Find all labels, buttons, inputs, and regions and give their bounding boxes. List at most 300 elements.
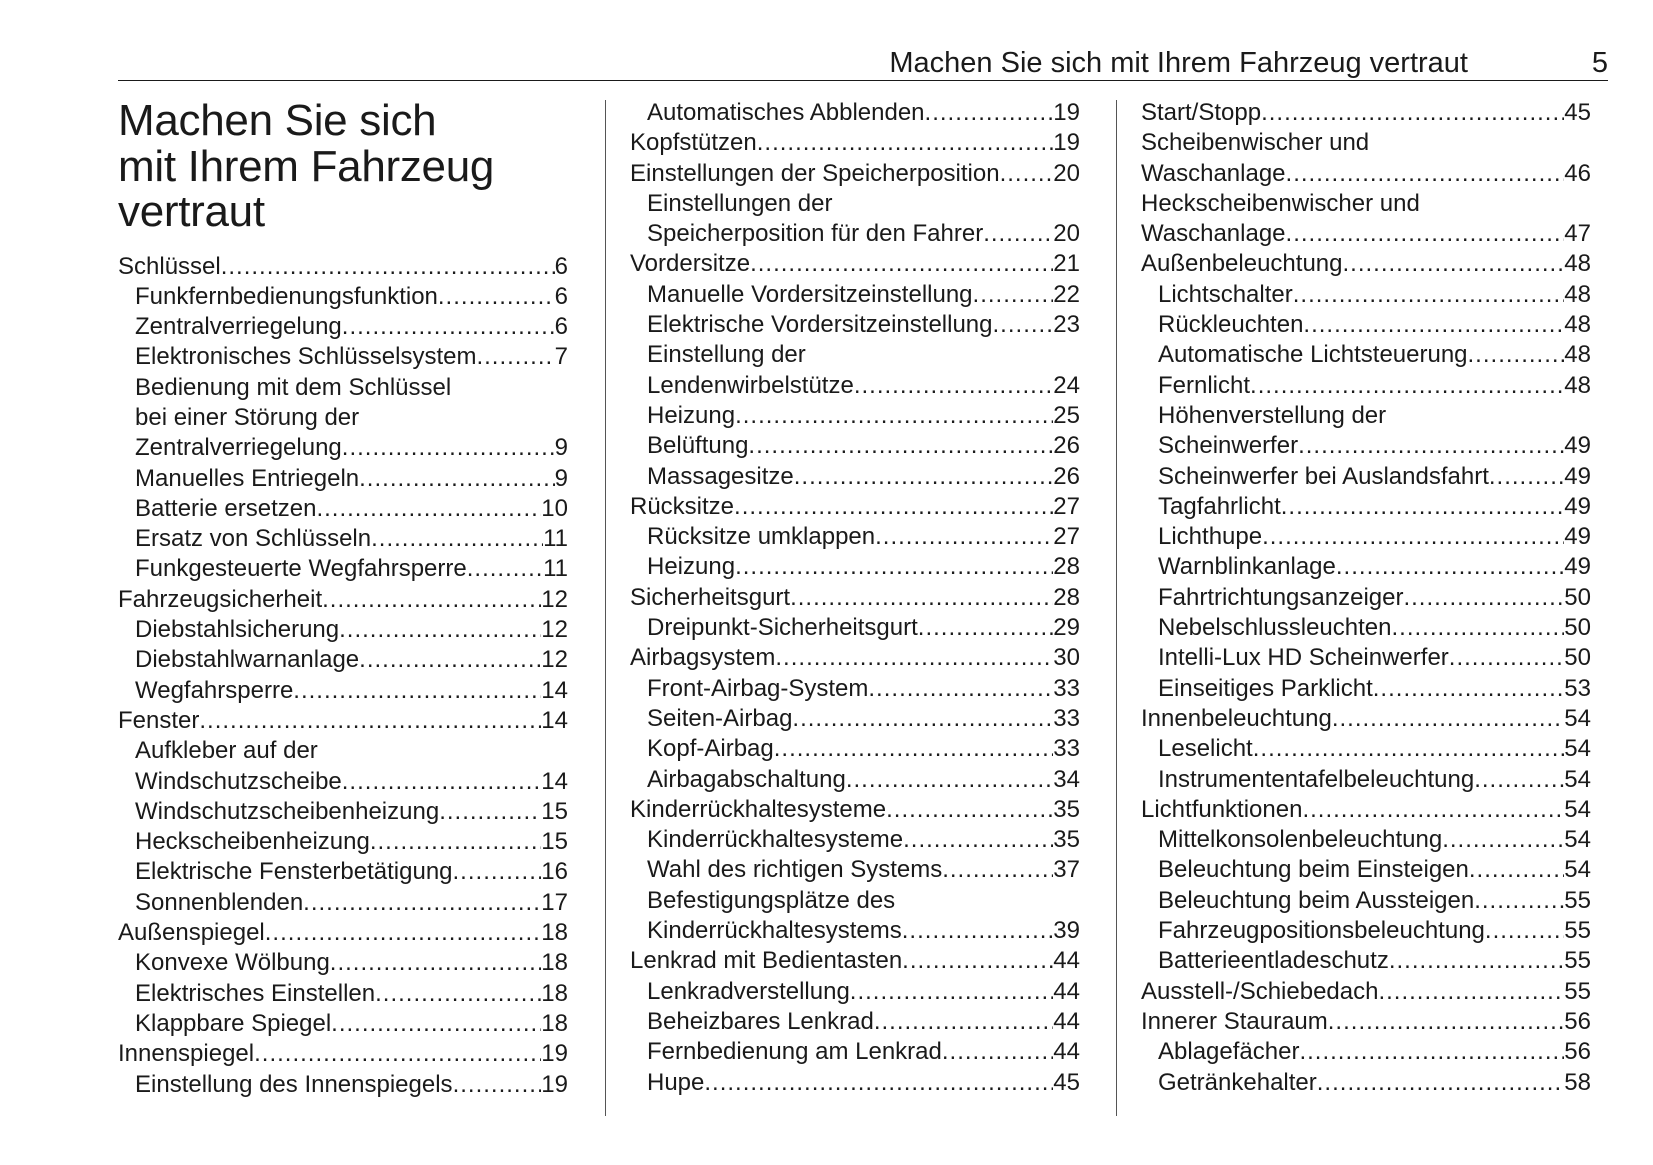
toc-entry-title: Vordersitze xyxy=(630,250,751,278)
toc-subentry[interactable] xyxy=(118,1070,568,1100)
toc-subentry[interactable] xyxy=(118,827,568,857)
toc-entry-title: Ersatz von Schlüsseln xyxy=(135,525,372,553)
toc-subentry[interactable] xyxy=(630,613,1080,643)
toc-subentry[interactable] xyxy=(118,767,568,797)
toc-page-number: 28 xyxy=(1053,553,1080,581)
dot-leader xyxy=(775,643,1053,673)
toc-page-number: 54 xyxy=(1564,856,1591,884)
toc-page-number: 24 xyxy=(1053,371,1080,399)
toc-subentry[interactable] xyxy=(630,552,1080,582)
toc-page-number: 6 xyxy=(554,313,568,341)
toc-page-number: 34 xyxy=(1053,765,1080,793)
toc-subentry[interactable] xyxy=(118,888,568,918)
toc-page-number: 48 xyxy=(1564,341,1591,369)
toc-page-number: 9 xyxy=(554,434,568,462)
toc-entry[interactable] xyxy=(630,249,1080,279)
dot-leader xyxy=(1485,916,1564,946)
dot-leader xyxy=(199,706,541,736)
page-header xyxy=(118,42,1608,81)
toc-entry-title: Beleuchtung beim Aussteigen xyxy=(1158,886,1475,914)
dot-leader xyxy=(854,371,1053,401)
toc-page-number: 21 xyxy=(1053,250,1080,278)
toc-entry-title: Airbagabschaltung xyxy=(647,765,846,793)
toc-page-number: 56 xyxy=(1564,1038,1591,1066)
column-divider xyxy=(605,100,606,1116)
toc-page-number: 48 xyxy=(1564,371,1591,399)
toc-entry-title: Heckscheibenwischer und xyxy=(1141,189,1420,217)
toc-entry-title: Automatische Lichtsteuerung xyxy=(1158,341,1468,369)
toc-subentry[interactable] xyxy=(630,98,1080,128)
toc-entry-title: Waschanlage xyxy=(1141,220,1286,248)
toc-entry-title: Scheibenwischer und xyxy=(1141,129,1370,157)
dot-leader xyxy=(993,310,1054,340)
toc-subentry[interactable] xyxy=(118,494,568,524)
toc-subentry[interactable] xyxy=(118,1009,568,1039)
dot-leader xyxy=(331,1009,541,1039)
toc-entry-title: Zentralverriegelung xyxy=(135,313,342,341)
toc-subentry[interactable] xyxy=(1141,674,1591,704)
dot-leader xyxy=(868,674,1053,704)
toc-page-number: 44 xyxy=(1053,977,1080,1005)
toc-entry[interactable] xyxy=(630,643,1080,673)
dot-leader xyxy=(330,948,542,978)
dot-leader xyxy=(874,1007,1053,1037)
toc-subentry[interactable] xyxy=(630,431,1080,461)
toc-subentry[interactable] xyxy=(1141,886,1591,916)
dot-leader xyxy=(704,1068,1053,1098)
dot-leader xyxy=(375,979,541,1009)
dot-leader xyxy=(973,280,1054,310)
toc-entry-list xyxy=(1141,98,1591,1098)
toc-page-number: 6 xyxy=(554,282,568,310)
toc-page-number: 55 xyxy=(1564,917,1591,945)
toc-page-number: 49 xyxy=(1564,432,1591,460)
toc-entry-list xyxy=(118,252,568,1100)
toc-page-number: 35 xyxy=(1053,795,1080,823)
toc-subentry[interactable] xyxy=(1141,583,1591,613)
toc-page-number: 14 xyxy=(541,706,568,734)
toc-page-number: 48 xyxy=(1564,280,1591,308)
toc-subentry[interactable] xyxy=(630,340,1080,370)
dot-leader xyxy=(1261,98,1564,128)
toc-entry-title: Rückleuchten xyxy=(1158,311,1304,339)
toc-entry[interactable] xyxy=(630,128,1080,158)
dot-leader xyxy=(1317,1068,1565,1098)
running-header-title: Machen Sie sich mit Ihrem Fahrzeug vertraut xyxy=(889,47,1468,79)
dot-leader xyxy=(1293,280,1565,310)
toc-page-number: 26 xyxy=(1053,432,1080,460)
dot-leader xyxy=(1302,795,1564,825)
toc-entry-title: Lendenwirbelstütze xyxy=(647,371,854,399)
toc-subentry[interactable] xyxy=(118,979,568,1009)
toc-entry[interactable] xyxy=(630,583,1080,613)
toc-entry[interactable] xyxy=(118,252,568,282)
toc-entry-title: Manuelle Vordersitzeinstellung xyxy=(647,280,973,308)
toc-subentry[interactable] xyxy=(118,857,568,887)
toc-entry-title: Einstellungen der xyxy=(647,189,833,217)
toc-page-number: 49 xyxy=(1564,523,1591,551)
toc-entry[interactable] xyxy=(1141,704,1591,734)
dot-leader xyxy=(1468,340,1565,370)
toc-page-number: 12 xyxy=(541,616,568,644)
toc-subentry[interactable] xyxy=(1141,643,1591,673)
toc-entry-title: Klappbare Spiegel xyxy=(135,1009,332,1037)
toc-subentry[interactable] xyxy=(118,676,568,706)
toc-subentry[interactable] xyxy=(630,189,1080,219)
toc-entry-title: Wegfahrsperre xyxy=(135,676,294,704)
toc-page-number: 35 xyxy=(1053,826,1080,854)
dot-leader xyxy=(1389,946,1564,976)
dot-leader xyxy=(1299,1037,1564,1067)
toc-entry-title: Einstellung der xyxy=(647,341,806,369)
dot-leader xyxy=(453,857,542,887)
toc-subentry[interactable] xyxy=(1141,552,1591,582)
dot-leader xyxy=(1303,310,1564,340)
toc-page-number: 19 xyxy=(1053,129,1080,157)
toc-page-number: 7 xyxy=(554,343,568,371)
toc-page-number: 33 xyxy=(1053,704,1080,732)
toc-entry-title: Lichtfunktionen xyxy=(1141,795,1303,823)
toc-entry[interactable] xyxy=(630,795,1080,825)
dot-leader xyxy=(903,825,1053,855)
toc-page-number: 11 xyxy=(543,555,568,583)
toc-entry-title: Windschutzscheibenheizung xyxy=(135,797,440,825)
dot-leader xyxy=(1378,977,1564,1007)
dot-leader xyxy=(1343,249,1565,279)
page-number: 5 xyxy=(1591,47,1608,79)
toc-entry-title: Lichthupe xyxy=(1158,523,1263,551)
toc-page-number: 22 xyxy=(1053,280,1080,308)
toc-entry[interactable] xyxy=(630,159,1080,189)
dot-leader xyxy=(1449,643,1565,673)
toc-page-number: 50 xyxy=(1564,644,1591,672)
dot-leader xyxy=(875,522,1053,552)
toc-entry-title: Lenkradverstellung xyxy=(647,977,850,1005)
toc-page-number: 18 xyxy=(541,1009,568,1037)
toc-subentry[interactable] xyxy=(1141,371,1591,401)
toc-entry[interactable] xyxy=(1141,98,1591,128)
dot-leader xyxy=(983,219,1053,249)
toc-entry-title: Start/Stopp xyxy=(1141,99,1262,126)
toc-subentry[interactable] xyxy=(1141,310,1591,340)
dot-leader xyxy=(1250,371,1564,401)
toc-page-number: 33 xyxy=(1053,735,1080,763)
toc-subentry[interactable] xyxy=(118,736,568,766)
dot-leader xyxy=(846,765,1053,795)
toc-subentry[interactable] xyxy=(1141,765,1591,795)
toc-page-number: 12 xyxy=(541,646,568,674)
toc-subentry[interactable] xyxy=(630,977,1080,1007)
toc-subentry[interactable] xyxy=(118,645,568,675)
toc-entry[interactable] xyxy=(1141,128,1591,158)
toc-entry-title: Sonnenblenden xyxy=(135,888,304,916)
dot-leader xyxy=(1469,855,1564,885)
toc-page-number: 45 xyxy=(1053,1068,1080,1096)
toc-subentry[interactable] xyxy=(630,855,1080,885)
dot-leader xyxy=(1373,674,1565,704)
dot-leader xyxy=(734,492,1053,522)
dot-leader xyxy=(942,855,1053,885)
dot-leader xyxy=(735,401,1053,431)
toc-entry-title: Lenkrad mit Bedientasten xyxy=(630,947,903,975)
dot-leader xyxy=(467,554,543,584)
toc-page-number: 45 xyxy=(1564,99,1591,126)
dot-leader xyxy=(1403,583,1564,613)
toc-subentry[interactable] xyxy=(118,554,568,584)
dot-leader xyxy=(918,613,1054,643)
toc-subentry[interactable] xyxy=(630,401,1080,431)
toc-page-number: 50 xyxy=(1564,583,1591,611)
toc-entry-title: Rücksitze xyxy=(630,492,735,520)
toc-entry-title: Batterie ersetzen xyxy=(135,494,317,522)
toc-entry-title: Elektrisches Einstellen xyxy=(135,979,376,1007)
dot-leader xyxy=(265,918,542,948)
toc-subentry[interactable] xyxy=(630,916,1080,946)
toc-subentry[interactable] xyxy=(1141,340,1591,370)
toc-entry[interactable] xyxy=(1141,219,1591,249)
toc-page-number: 19 xyxy=(1053,99,1080,126)
toc-entry-title: Getränkehalter xyxy=(1158,1068,1317,1096)
toc-entry[interactable] xyxy=(118,585,568,615)
toc-entry[interactable] xyxy=(118,706,568,736)
toc-entry-title: Schlüssel xyxy=(118,252,221,280)
toc-entry-title: Elektronisches Schlüsselsystem xyxy=(135,343,477,371)
dot-leader xyxy=(1298,431,1564,461)
toc-entry[interactable] xyxy=(118,1039,568,1069)
toc-subentry[interactable] xyxy=(630,462,1080,492)
dot-leader xyxy=(1474,765,1564,795)
toc-entry[interactable] xyxy=(1141,189,1591,219)
toc-subentry[interactable] xyxy=(630,1068,1080,1098)
dot-leader xyxy=(439,797,541,827)
toc-entry-title: Hupe xyxy=(647,1068,705,1096)
toc-entry-title: Kopf-Airbag xyxy=(647,735,774,763)
toc-page-number: 49 xyxy=(1564,492,1591,520)
toc-subentry[interactable] xyxy=(118,615,568,645)
dot-leader xyxy=(1474,886,1564,916)
toc-subentry[interactable] xyxy=(630,734,1080,764)
toc-entry-title: Kinderrückhaltesysteme xyxy=(630,795,887,823)
toc-entry-title: Beleuchtung beim Einsteigen xyxy=(1158,856,1469,884)
section-title xyxy=(118,98,568,235)
toc-subentry[interactable] xyxy=(630,765,1080,795)
toc-entry-title: Tagfahrlicht xyxy=(1158,492,1281,520)
dot-leader xyxy=(757,128,1054,158)
toc-entry-title: Airbagsystem xyxy=(630,644,776,672)
dot-leader xyxy=(359,645,541,675)
toc-entry-title: Kinderrückhaltesysteme xyxy=(647,826,904,854)
dot-leader xyxy=(453,1070,542,1100)
toc-entry[interactable] xyxy=(1141,249,1591,279)
toc-entry-title: Scheinwerfer xyxy=(1158,432,1299,460)
toc-entry-title: Einstellungen der Speicherposition xyxy=(630,159,1000,187)
toc-entry[interactable] xyxy=(630,946,1080,976)
toc-subentry[interactable] xyxy=(630,1007,1080,1037)
dot-leader xyxy=(342,767,542,797)
toc-page-number: 27 xyxy=(1053,492,1080,520)
toc-entry-title: Belüftung xyxy=(647,432,749,460)
dot-leader xyxy=(925,98,1054,128)
toc-page-number: 37 xyxy=(1053,856,1080,884)
toc-page-number: 39 xyxy=(1053,917,1080,945)
toc-entry-title: Einseitiges Parklicht xyxy=(1158,674,1373,702)
toc-entry-title: Fernbedienung am Lenkrad xyxy=(647,1038,942,1066)
toc-entry-title: Aufkleber auf der xyxy=(135,737,318,765)
toc-entry-title: Bedienung mit dem Schlüssel xyxy=(135,373,452,401)
toc-page-number: 55 xyxy=(1564,977,1591,1005)
toc-page-number: 47 xyxy=(1564,220,1591,248)
toc-entry-title: Seiten-Airbag xyxy=(647,704,793,732)
toc-page-number: 48 xyxy=(1564,250,1591,278)
dot-leader xyxy=(774,734,1054,764)
toc-entry-title: Befestigungsplätze des xyxy=(647,886,896,914)
toc-page-number: 18 xyxy=(541,919,568,947)
toc-subentry[interactable] xyxy=(1141,734,1591,764)
toc-entry[interactable] xyxy=(1141,1007,1591,1037)
toc-subentry[interactable] xyxy=(118,948,568,978)
toc-entry-title: Dreipunkt-Sicherheitsgurt xyxy=(647,614,918,642)
dot-leader xyxy=(221,252,555,282)
toc-entry-title: Heckscheibenheizung xyxy=(135,828,370,856)
toc-column-3 xyxy=(1141,98,1591,1098)
toc-entry-title: Fahrzeugsicherheit xyxy=(118,585,323,613)
toc-page-number: 55 xyxy=(1564,947,1591,975)
toc-subentry[interactable] xyxy=(1141,946,1591,976)
toc-subentry[interactable] xyxy=(1141,1068,1591,1098)
toc-subentry[interactable] xyxy=(630,886,1080,916)
toc-entry-title: Sicherheitsgurt xyxy=(630,583,791,611)
toc-subentry[interactable] xyxy=(1141,522,1591,552)
toc-entry-title: Ausstell-/Schiebedach xyxy=(1141,977,1379,1005)
toc-page-number: 49 xyxy=(1564,553,1591,581)
toc-subentry[interactable] xyxy=(118,464,568,494)
toc-subentry[interactable] xyxy=(630,310,1080,340)
dot-leader xyxy=(902,946,1053,976)
toc-subentry[interactable] xyxy=(630,371,1080,401)
dot-leader xyxy=(438,282,555,312)
toc-subentry[interactable] xyxy=(630,704,1080,734)
toc-column-1 xyxy=(118,98,568,1100)
toc-page-number: 17 xyxy=(541,888,568,916)
toc-page-number: 23 xyxy=(1053,311,1080,339)
toc-entry-title: Zentralverriegelung xyxy=(135,434,342,462)
toc-subentry[interactable] xyxy=(630,1037,1080,1067)
toc-subentry[interactable] xyxy=(1141,280,1591,310)
toc-entry-title: Elektrische Fensterbetätigung xyxy=(135,858,453,886)
dot-leader xyxy=(1328,1007,1565,1037)
toc-subentry[interactable] xyxy=(118,797,568,827)
toc-entry-title: Außenbeleuchtung xyxy=(1141,250,1343,278)
toc-entry-title: Innerer Stauraum xyxy=(1141,1007,1328,1035)
toc-subentry[interactable] xyxy=(1141,1037,1591,1067)
toc-subentry[interactable] xyxy=(1141,916,1591,946)
dot-leader xyxy=(303,888,541,918)
toc-subentry[interactable] xyxy=(630,825,1080,855)
dot-leader xyxy=(790,583,1053,613)
toc-page-number: 27 xyxy=(1053,523,1080,551)
toc-entry[interactable] xyxy=(118,918,568,948)
toc-page-number: 56 xyxy=(1564,1007,1591,1035)
dot-leader xyxy=(322,585,541,615)
toc-page-number: 16 xyxy=(541,858,568,886)
toc-entry-title: Fahrzeugpositionsbeleuchtung xyxy=(1158,917,1485,945)
toc-entry-title: Fahrtrichtungsanzeiger xyxy=(1158,583,1404,611)
dot-leader xyxy=(1253,734,1565,764)
toc-page-number: 15 xyxy=(541,797,568,825)
toc-entry-title: Rücksitze umklappen xyxy=(647,523,876,551)
toc-page-number: 14 xyxy=(541,767,568,795)
dot-leader xyxy=(371,524,543,554)
toc-subentry[interactable] xyxy=(630,280,1080,310)
dot-leader xyxy=(1262,522,1564,552)
toc-entry-title: Leselicht xyxy=(1158,735,1253,763)
dot-leader xyxy=(1281,492,1565,522)
dot-leader xyxy=(342,312,555,342)
toc-entry[interactable] xyxy=(1141,795,1591,825)
toc-subentry[interactable] xyxy=(118,403,568,433)
toc-subentry[interactable] xyxy=(630,219,1080,249)
toc-subentry[interactable] xyxy=(118,342,568,372)
toc-entry[interactable] xyxy=(1141,977,1591,1007)
toc-page-number: 54 xyxy=(1564,704,1591,732)
toc-entry-title: Scheinwerfer bei Auslandsfahrt xyxy=(1158,462,1489,490)
toc-page-number: 11 xyxy=(543,525,568,553)
toc-page-number: 19 xyxy=(541,1040,568,1068)
toc-entry-title: Konvexe Wölbung xyxy=(135,949,330,977)
dot-leader xyxy=(293,676,541,706)
toc-entry-title: Massagesitze xyxy=(647,462,794,490)
toc-entry[interactable] xyxy=(630,492,1080,522)
dot-leader xyxy=(886,795,1053,825)
toc-page-number: 18 xyxy=(541,949,568,977)
toc-subentry[interactable] xyxy=(118,433,568,463)
dot-leader xyxy=(339,615,541,645)
toc-subentry[interactable] xyxy=(1141,401,1591,431)
dot-leader xyxy=(1336,552,1564,582)
dot-leader xyxy=(359,464,555,494)
toc-subentry[interactable] xyxy=(630,522,1080,552)
toc-page-number: 29 xyxy=(1053,614,1080,642)
toc-subentry[interactable] xyxy=(1141,613,1591,643)
toc-subentry[interactable] xyxy=(118,312,568,342)
toc-subentry[interactable] xyxy=(1141,462,1591,492)
toc-subentry[interactable] xyxy=(1141,825,1591,855)
toc-entry-title: Wahl des richtigen Systems xyxy=(647,856,943,884)
dot-leader xyxy=(735,552,1053,582)
toc-page-number: 10 xyxy=(541,494,568,522)
toc-entry[interactable] xyxy=(1141,159,1591,189)
dot-leader xyxy=(1286,219,1565,249)
toc-subentry[interactable] xyxy=(118,282,568,312)
toc-subentry[interactable] xyxy=(1141,431,1591,461)
toc-subentry[interactable] xyxy=(118,373,568,403)
toc-page-number: 20 xyxy=(1053,220,1080,248)
toc-subentry[interactable] xyxy=(1141,855,1591,885)
toc-subentry[interactable] xyxy=(118,524,568,554)
toc-page-number: 49 xyxy=(1564,462,1591,490)
toc-subentry[interactable] xyxy=(1141,492,1591,522)
toc-page-number: 28 xyxy=(1053,583,1080,611)
toc-entry-title: Speicherposition für den Fahrer xyxy=(647,220,984,248)
dot-leader xyxy=(1286,159,1565,189)
toc-page-number: 58 xyxy=(1564,1068,1591,1096)
toc-page-number: 6 xyxy=(554,252,568,280)
toc-entry-title: Kopfstützen xyxy=(630,129,757,157)
toc-entry-title: Fernlicht xyxy=(1158,371,1251,399)
toc-entry-title: Manuelles Entriegeln xyxy=(135,464,360,492)
toc-entry-title: Innenspiegel xyxy=(118,1040,255,1068)
toc-subentry[interactable] xyxy=(630,674,1080,704)
